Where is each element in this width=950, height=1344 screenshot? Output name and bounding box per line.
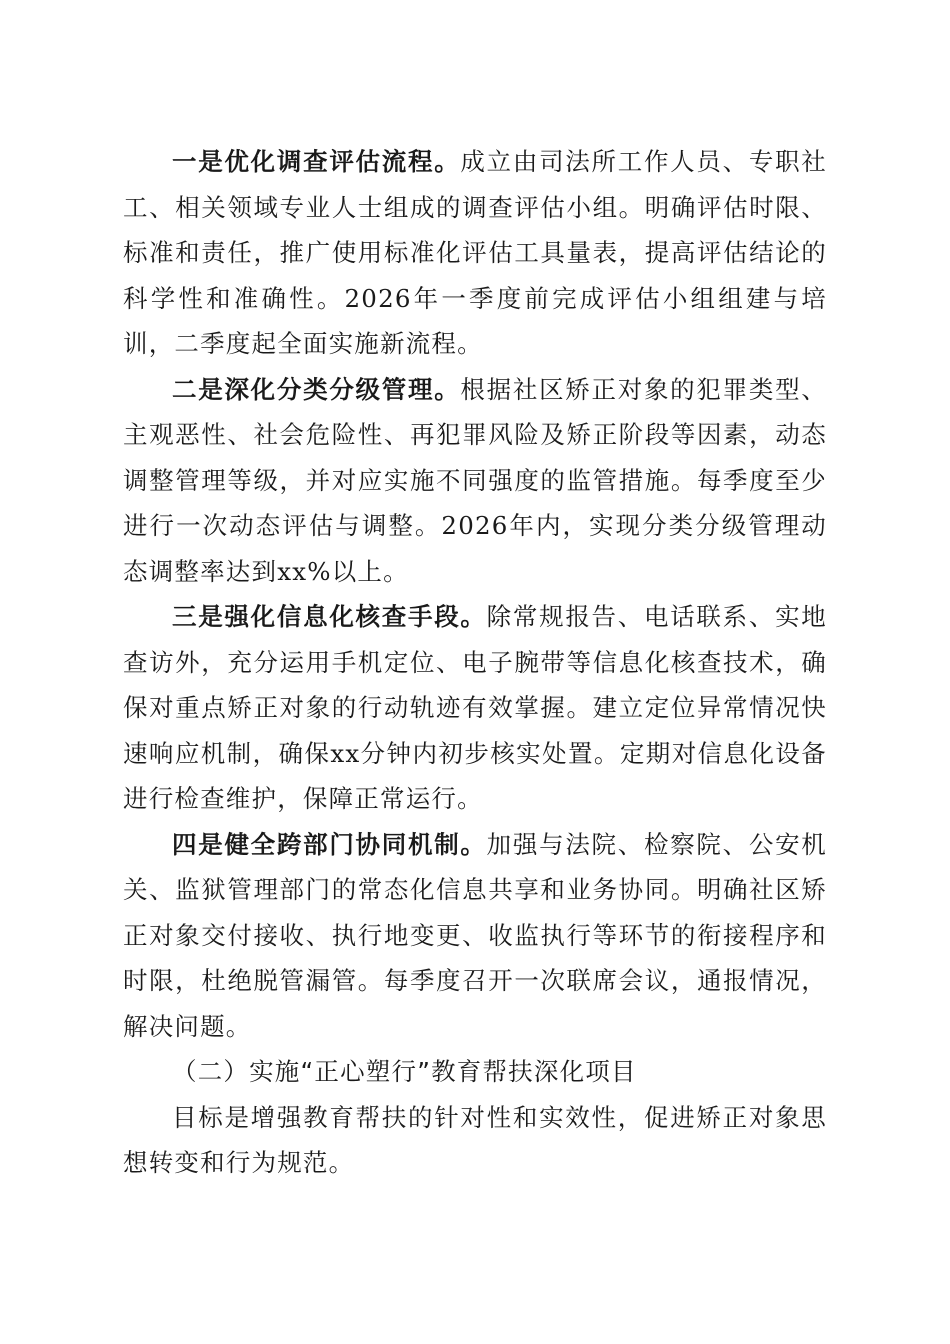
paragraph-2: [123, 367, 827, 595]
paragraph-body: 加强与法院、检察院、公安机关、监狱管理部门的常态化信息共享和业务协同。明确社区矫正对象交付接收、执行地变更、收监执行等环节的衔接程序和时限，杜绝脱管漏管。每季度召开一次联席会议，通报情况，解决问题。: [123, 829, 827, 1041]
paragraph-4: [123, 822, 827, 1050]
paragraph-lead: 一是优化调查评估流程。: [172, 147, 461, 176]
document-page: [123, 139, 827, 1186]
paragraph-1: [123, 139, 827, 367]
section-heading: （二）实施“正心塑行”教育帮扶深化项目: [172, 1057, 637, 1086]
paragraph-body: 成立由司法所工作人员、专职社工、相关领域专业人士组成的调查评估小组。明确评估时限、标准和责任，推广使用标准化评估工具量表，提高评估结论的科学性和准确性。2026年一季度前完成评估小组组建与培训，二季度起全面实施新流程。: [123, 147, 827, 358]
paragraph-body: 根据社区矫正对象的犯罪类型、主观恶性、社会危险性、再犯罪风险及矫正阶段等因素，动态调整管理等级，并对应实施不同强度的监管措施。每季度至少进行一次动态评估与调整。2026年内，实现分类分级管理动态调整率达到xx%以上。: [123, 374, 827, 586]
paragraph-3: [123, 594, 827, 822]
paragraph-lead: 三是强化信息化核查手段。: [172, 602, 487, 631]
paragraph-body: 除常规报告、电话联系、实地查访外，充分运用手机定位、电子腕带等信息化核查技术，确保对重点矫正对象的行动轨迹有效掌握。建立定位异常情况快速响应机制，确保xx分钟内初步核实处置。定期对信息化设备进行检查维护，保障正常运行。: [123, 602, 827, 813]
section-intro: 目标是增强教育帮扶的针对性和实效性，促进矫正对象思想转变和行为规范。: [123, 1102, 827, 1177]
paragraph-lead: 四是健全跨部门协同机制。: [172, 829, 487, 859]
paragraph-lead: 二是深化分类分级管理。: [172, 374, 461, 404]
